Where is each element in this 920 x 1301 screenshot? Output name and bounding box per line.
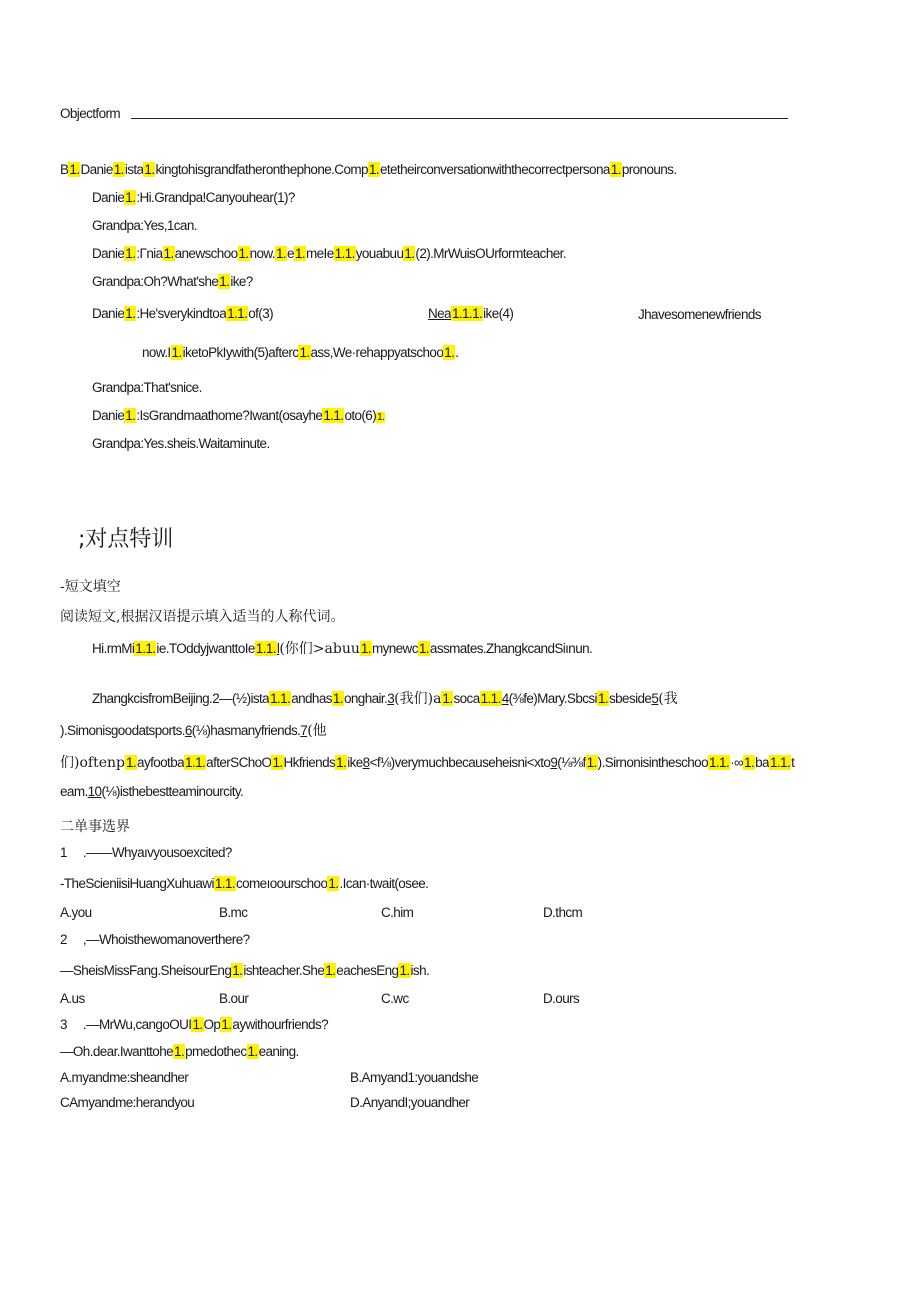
question-2-option-d[interactable]: D.ours [543,991,580,1006]
dialogue-line-6: now.I1.iketoPkIywith(5)afterc1.ass,We·rehappyatschoo1.. [142,345,459,360]
question-1-response: -TheScieniisiHuangXuhuawi1.1.comeıoourschoo1..Ican·twait(osee. [60,876,429,891]
object-form-rule [131,118,788,119]
question-1-option-a[interactable]: A.you [60,905,92,920]
dialogue-line-5: Danie1.:He'sverykindtoa1.1.of(3) [92,306,274,321]
dialogue-line-2: Grandpa:Yes,1can. [92,218,197,233]
question-2-option-c[interactable]: C.wc [381,991,409,1006]
dialogue-line-5-mid: Nea1.1.1.ike(4) [428,306,514,321]
question-1-option-b[interactable]: B.mc [219,905,248,920]
question-3-option-d[interactable]: D.AnyandI;youandher [350,1095,470,1110]
question-1-option-c[interactable]: C.him [381,905,414,920]
dialogue-line-5-right: Jhavesomenewfriends [638,307,761,322]
cloze-line-1: Hi.rmMi1.1.ie.TOddyjwanttoIe1.1.l(你们>abuu1.mynewc1.assmates.ZhangkcandSiınun. [92,641,593,657]
question-3-option-b[interactable]: B.Amyand1:youandshe [350,1070,479,1085]
dialogue-line-8: Danie1.:IsGrandmaathome?Iwant(osayhe1.1.oto(6)1. [92,408,385,423]
dialogue-line-4: Grandpa:Oh?What'she1.ike? [92,274,253,289]
question-3-stem: 3 .—MrWu,cangoOUI1.Op1.aywithourfriends? [60,1017,329,1032]
question-2-response: —SheisMissFang.SheisourEng1.ishteacher.She1.eachesEng1.ish. [60,963,430,978]
dialogue-line-7: Grandpa:That'snice. [92,380,202,395]
object-form-label: Objectform [60,106,121,121]
cloze-line-5: eam.10(⅛)isthebestteaminourcity. [60,784,244,799]
choice-section-title: 二单事选界 [60,819,130,835]
dialogue-line-1: Danie1.:Hi.Grandpa!Canyouhear(1)? [92,190,295,205]
question-1-stem: 1 .——Whyaıvyousoexcited? [60,845,232,860]
question-2-option-b[interactable]: B.our [219,991,249,1006]
cloze-line-4: 们)oftenp1.ayfootba1.1.afterSChoO1.Hkfriends1.ike8<f⅛)verymuchbecauseheisni<xto9(⅛⅜f1.).Sirnonisintheschoo1.1.·∞1.ba1.1.t [60,755,795,771]
question-3-option-c[interactable]: CAmyandme:herandyou [60,1095,195,1110]
question-3-response: —Oh.dear.Iwanttohe1.pmedothec1.eaning. [60,1044,299,1059]
cloze-line-3: ).Simonisgoodatsports.6(⅛)hasmanyfriends.7(他 [60,723,327,739]
instruction-line: B1.Danie1.ista1.kingtohisgrandfatheronthephone.Comp1.etetheirconversationwiththecorrectpersona1.pronouns. [60,162,677,177]
question-3-option-a[interactable]: A.myandme:sheandher [60,1070,189,1085]
question-2-option-a[interactable]: A.us [60,991,85,1006]
dialogue-line-3: Danie1.:Γnia1.anewschoo1.now.1.e1.meIe1.1.youabuu1.(2).MrWuisOUrformteacher. [92,246,566,261]
cloze-instruction: 阅读短文,根据汉语提示填入适当的人称代词。 [60,609,345,625]
section-heading: ;对点特训 [78,527,174,552]
cloze-line-2: ZhangkcisfromBeijing.2—(½)ista1.1.andhas1.onghair.3(我们)a1.soca1.1.4(⅜fe)Mary.Sbcsi1.sbeside5(我 [92,691,678,707]
cloze-section-title: -短文填空 [60,579,121,595]
dialogue-line-9: Grandpa:Yes.sheis.Waitaminute. [92,436,270,451]
question-1-option-d[interactable]: D.thcm [543,905,583,920]
question-2-stem: 2 ,—Whoisthewomanoverthere? [60,932,250,947]
